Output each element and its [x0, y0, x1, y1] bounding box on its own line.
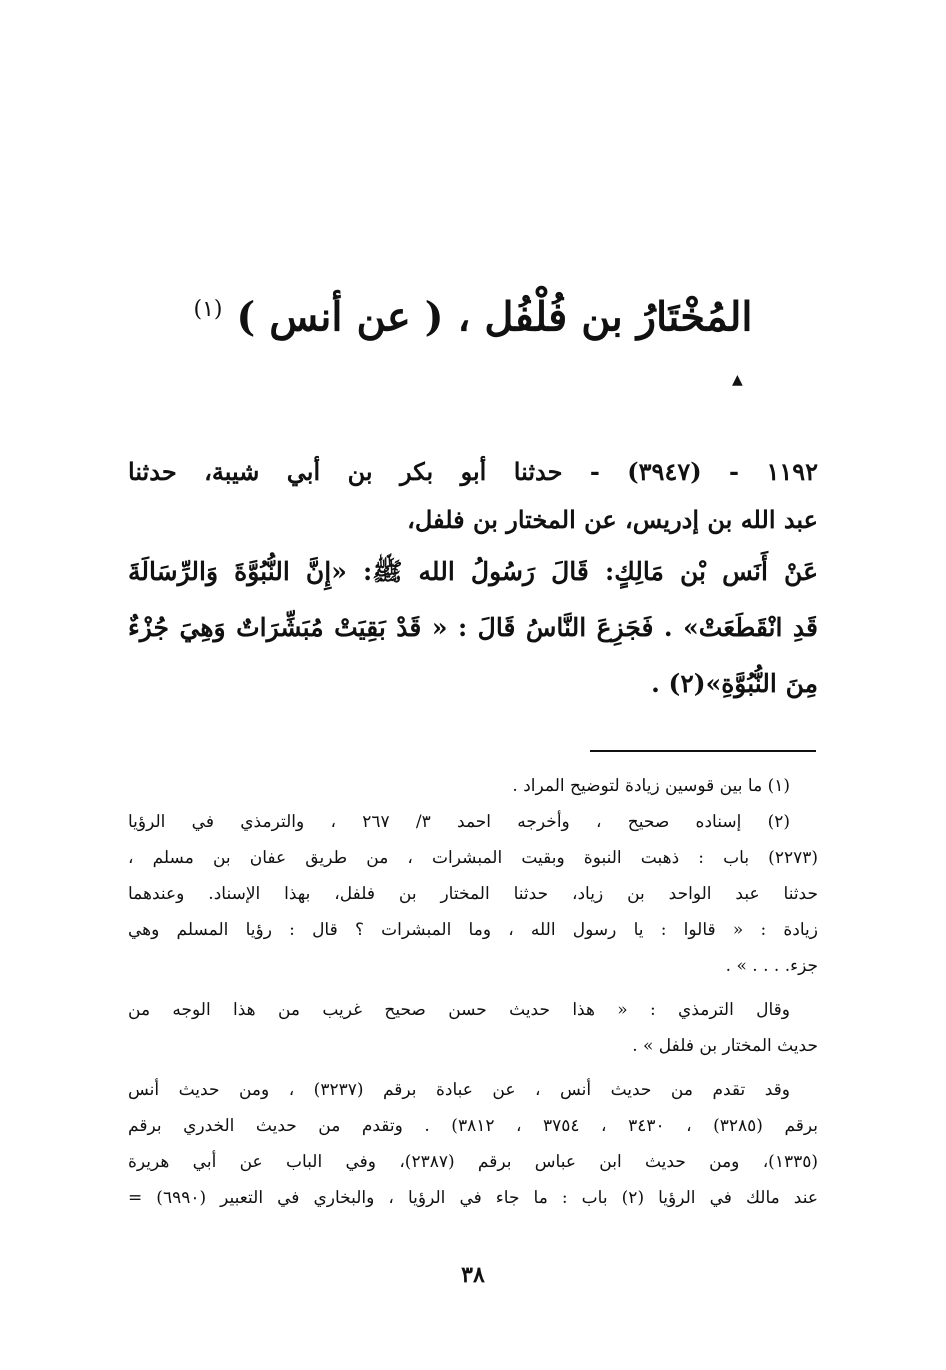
footnote-line: (١٣٣٥)، ومن حديث ابن عباس برقم (٢٣٨٧)، وفي الباب عن أبي هريرة — [128, 1152, 818, 1172]
footnote-line: عند مالك في الرؤيا (٢) باب : ما جاء في الرؤيا ، والبخاري في التعبير (٦٩٩٠) = — [128, 1188, 819, 1208]
footnote-line: زيادة : « قالوا : يا رسول الله ، وما المبشرات ؟ قال : رؤيا المسلم وهي — [128, 920, 818, 940]
footnote-line: برقم (٣٢٨٥) ، ٣٤٣٠ ، ٣٧٥٤ ، ٣٨١٢) . وتقدم من حديث الخدري برقم — [128, 1116, 819, 1136]
hadith-line: مِنَ النُّبُوَّةِ»(٢) . — [651, 669, 818, 698]
ornament-mark: ▲ — [732, 372, 743, 388]
chapter-title-text: المُخْتَارُ بن فُلْفُل ، ( عن أنس ) — [236, 293, 753, 341]
chapter-title — [120, 282, 826, 345]
spacer — [128, 984, 818, 992]
footnote-line: وقد تقدم من حديث أنس ، عن عبادة برقم (٣٢٣٧) ، ومن حديث أنس — [128, 1080, 790, 1100]
footnote-line: حديث المختار بن فلفل » . — [632, 1036, 818, 1056]
footnote-line: (١) ما بين قوسين زيادة لتوضيح المراد . — [512, 776, 790, 796]
footnote-line: حدثنا عبد الواحد بن زياد، حدثنا المختار بن فلفل، بهذا الإسناد. وعندهما — [128, 884, 818, 904]
hadith-text — [128, 448, 818, 712]
spacer — [128, 1064, 818, 1072]
footnote-line: جزء. . . . » . — [725, 956, 818, 976]
hadith-line: قَدِ انْقَطَعَتْ» . فَجَزِعَ النَّاسُ قَالَ : « قَدْ بَقِيَتْ مُبَشِّرَاتٌ وَهِيَ جُزْءٌ — [128, 613, 818, 642]
page-number: ٣٨ — [461, 1262, 485, 1288]
footnote-line: (٢) إسناده صحيح ، وأخرجه احمد ٣/ ٢٦٧ ، والترمذي في الرؤيا — [128, 812, 790, 832]
footnotes — [128, 768, 818, 1216]
footnote-divider — [590, 750, 816, 752]
hadith-line: عبد الله بن إدريس، عن المختار بن فلفل، — [407, 505, 818, 534]
footnote-line: (٢٢٧٣) باب : ذهبت النبوة وبقيت المبشرات ، من طريق عفان بن مسلم ، — [128, 848, 818, 868]
hadith-line: عَنْ أَنَس بْن مَالِكٍ: قَالَ رَسُولُ الله ﷺ: «إِنَّ النُّبُوَّةَ وَالرِّسَالَةَ — [128, 557, 818, 586]
hadith-line: ١١٩٢ - (٣٩٤٧) - حدثنا أبو بكر بن أبي شيبة، حدثنا — [128, 457, 818, 486]
title-footnote-ref: (١) — [193, 297, 223, 322]
footnote-line: وقال الترمذي : « هذا حديث حسن صحيح غريب من هذا الوجه من — [128, 1000, 790, 1020]
